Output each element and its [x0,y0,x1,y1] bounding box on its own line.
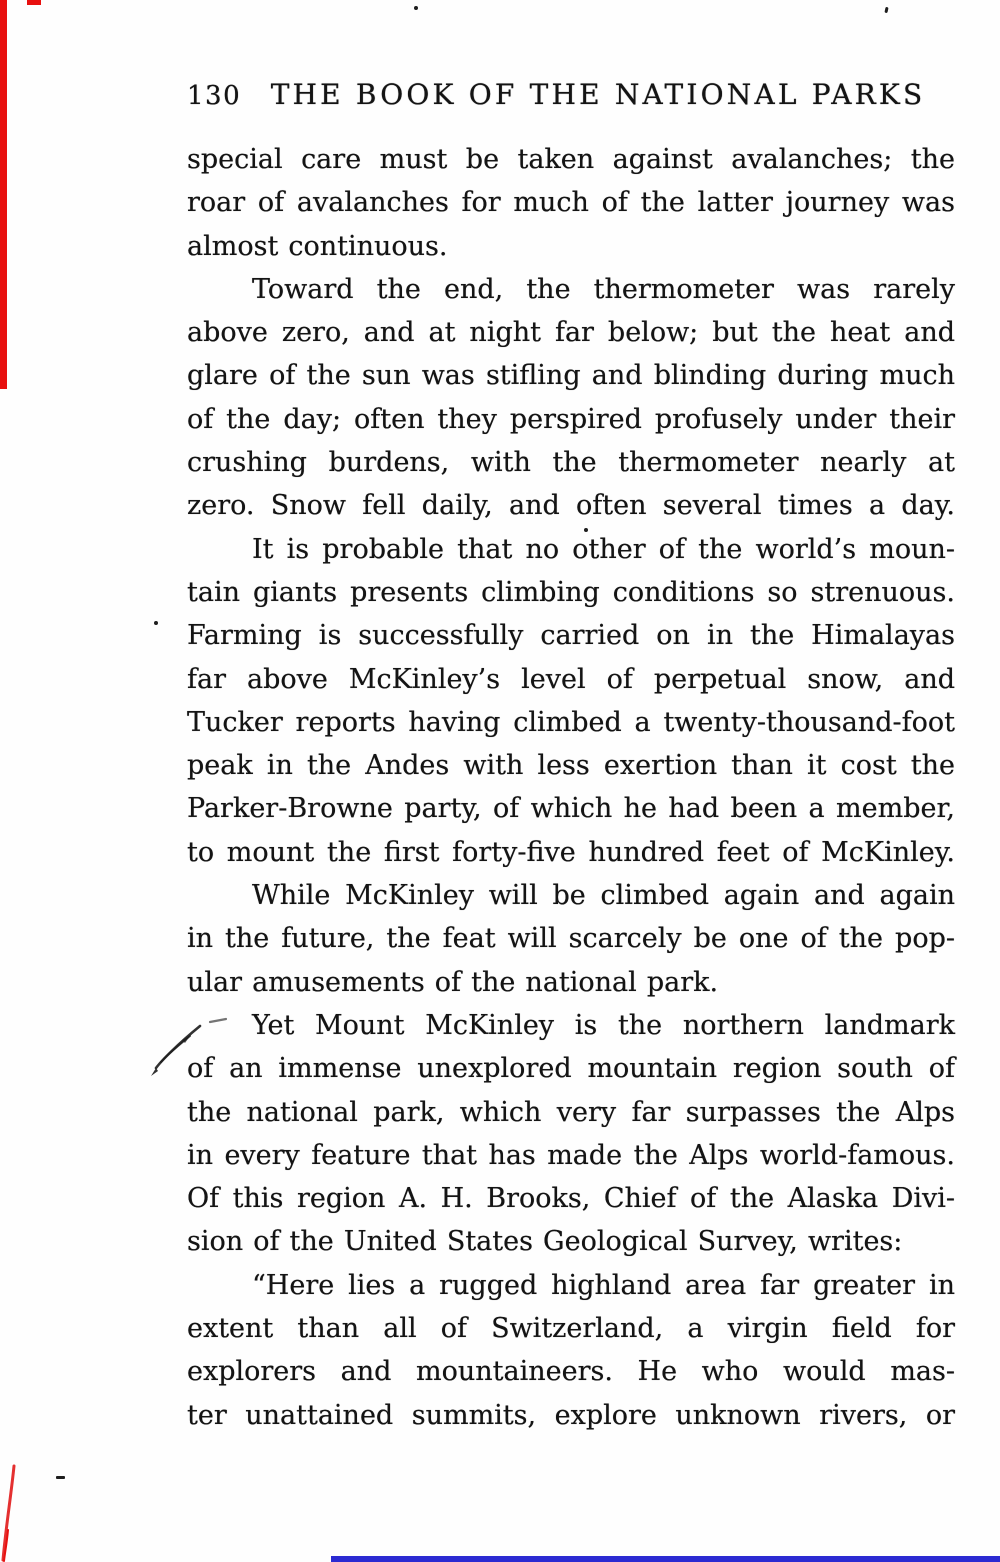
text-line: almost continuous. [187,230,448,262]
text-line: Parker-Browne party, of which he had been a member, [187,793,955,825]
text-line: zero. Snow fell daily, and often several times a day. [187,490,955,522]
text-line: Farming is successfully carried on in the Himalayas [187,620,955,652]
body-text [187,138,955,1437]
text-line: the national park, which very far surpasses the Alps [187,1096,955,1128]
text-line: tain giants presents climbing conditions so strenuous. [187,576,955,608]
ink-speck [414,6,418,10]
paragraph [187,874,955,1004]
page-number: 130 [187,81,242,111]
text-line: of the day; often they perspired profusely under their [187,403,955,435]
text-line: “Here lies a rugged highland area far greater in [252,1269,955,1301]
text-line: roar of avalanches for much of the latter journey was [187,187,955,219]
text-line: ter unattained summits, explore unknown rivers, or [187,1399,955,1431]
text-line: ular amusements of the national park. [187,966,719,998]
text-line: Of this region A. H. Brooks, Chief of the Alaska Divi- [187,1183,955,1215]
text-line: peak in the Andes with less exertion than it cost the [187,750,955,782]
running-head [187,78,955,111]
paragraph [187,138,955,268]
text-line: of an immense unexplored mountain region south of [187,1053,955,1085]
scan-artifact-blue-bottom-bar [331,1556,1000,1562]
text-line: Toward the end, the thermometer was rarely [252,273,955,305]
text-line: far above McKinley’s level of perpetual snow, and [187,663,955,695]
paragraph [187,528,955,874]
text-line: in the future, the feat will scarcely be one of the pop- [187,923,955,955]
text-line: It is probable that no other of the world’s moun- [252,533,955,565]
text-line: sion of the United States Geological Survey, writes: [187,1226,903,1258]
text-line: glare of the sun was stifling and blinding during much [187,360,955,392]
text-line: to mount the first forty-five hundred feet of McKinley. [187,836,955,868]
text-line: Yet Mount McKinley is the northern landmark [252,1009,955,1041]
paragraph [187,1004,955,1264]
paragraph [187,268,955,528]
margin-pen-mark [148,1008,238,1078]
text-line: While McKinley will be climbed again and again [252,880,955,912]
scan-artifact-red-left-bar [0,0,7,389]
scan-artifact-red-top-dash [27,0,41,5]
text-line: extent than all of Switzerland, a virgin field for [187,1313,955,1345]
scan-artifact-red-corner-stroke [0,1464,20,1562]
text-line: Tucker reports having climbed a twenty-thousand-foot [187,706,955,738]
text-line: explorers and mountaineers. He who would mas- [187,1356,955,1388]
ink-speck [584,528,588,532]
text-line: above zero, and at night far below; but the heat and [187,317,955,349]
page-title: THE BOOK OF THE NATIONAL PARKS [270,78,926,111]
paragraph [187,1264,955,1437]
text-line: in every feature that has made the Alps world-famous. [187,1139,955,1171]
ink-speck [154,621,158,625]
text-line: crushing burdens, with the thermometer nearly at [187,447,955,479]
text-line: special care must be taken against avalanches; the [187,144,955,175]
ink-speck [884,7,888,13]
ink-speck [56,1476,65,1479]
